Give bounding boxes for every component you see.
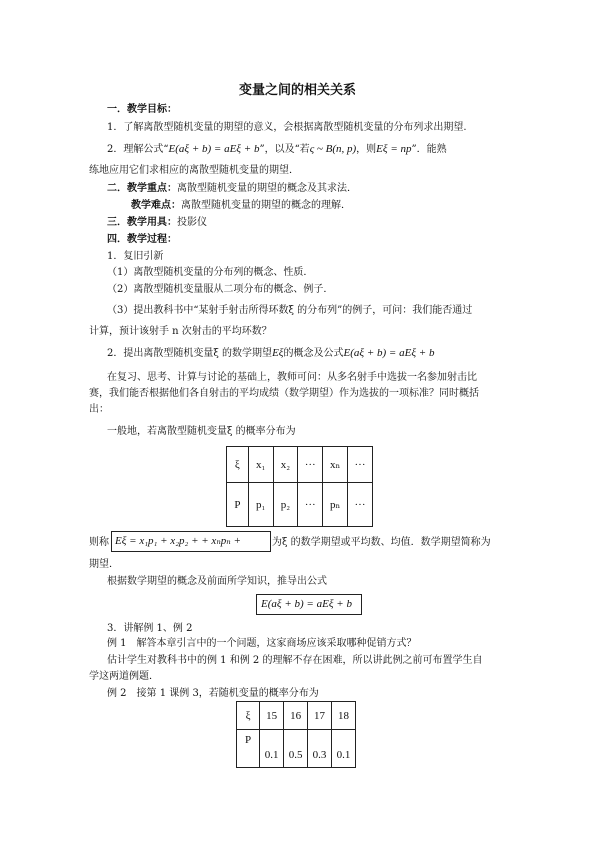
objective-1: 1．了解离散型随机变量的期望的意义，会根据离散型随机变量的分布列求出期望. [107, 122, 467, 133]
section-1-heading: 一．教学目标： [107, 104, 177, 115]
objective-2 [107, 143, 447, 156]
table-cell: p₂ [273, 483, 298, 527]
table-cell: 0.1 [332, 730, 356, 768]
key-points [107, 182, 357, 195]
section-2-heading: 二．教学重点： [107, 183, 177, 194]
table-cell: x₂ [273, 447, 298, 483]
table-cell: 18 [332, 702, 356, 730]
table-cell: ··· [298, 447, 323, 483]
section-4-heading: 四．教学过程： [107, 234, 177, 245]
table-cell: pₙ [323, 483, 348, 527]
table-cell: 16 [284, 702, 308, 730]
objective-2-text-c: ，则 [356, 144, 377, 155]
teaching-tools-text: 投影仪 [177, 217, 207, 228]
paragraph-1-line-1: 在复习、思考、计算与讨论的基础上，教师可问：从多名射手中选拔一名参加射击比 [107, 372, 477, 383]
table-cell: 15 [260, 702, 284, 730]
formula-expectation-symbol: Eξ [272, 347, 284, 359]
teaching-tools [107, 216, 207, 229]
formula-binomial-expectation: Eξ = np [376, 143, 412, 155]
table-cell: ··· [348, 483, 373, 527]
table-cell: 0.5 [284, 730, 308, 768]
definition-suffix: 为ξ 的数学期望或平均数、均值．数学期望简称为 [272, 537, 491, 548]
formula-binomial: ς ~ B(n, p) [309, 143, 357, 155]
table-row [237, 702, 356, 730]
table-cell: P [237, 730, 260, 768]
table-cell: ··· [348, 447, 373, 483]
table-cell: P [227, 483, 249, 527]
paragraph-3: 根据数学期望的概念及前面所学知识，推导出公式 [107, 576, 327, 587]
definition-formula: Eξ = x₁p₁ + x₂p₂ + + xₙpₙ + [115, 535, 241, 547]
difficulty-heading: 教学难点： [131, 200, 181, 211]
table-cell: ξ [227, 447, 249, 483]
review-item-2: （2）离散型随机变量服从二项分布的概念、例子． [107, 284, 334, 295]
example-2-table [236, 701, 356, 768]
objective-2-text-d: ”．能熟 [411, 144, 447, 155]
table-cell: x₁ [248, 447, 273, 483]
table-cell: ··· [298, 483, 323, 527]
formula-linearity: E(aξ + b) = aEξ + b [168, 143, 260, 155]
table-cell: 0.1 [260, 730, 284, 768]
review-heading: 1．复旧引新 [107, 251, 164, 262]
definition-line-2: 期望． [89, 559, 119, 570]
table-cell: xₙ [323, 447, 348, 483]
expectation-intro-text-a: 2．提出离散型随机变量ξ 的数学期望 [107, 348, 273, 359]
difficult-points-text: 离散型随机变量的期望的概念的理解． [181, 200, 351, 211]
table-cell: ξ [237, 702, 260, 730]
objective-2-text-a: 2．理解公式“ [107, 144, 169, 155]
definition-prefix: 则称 [89, 537, 109, 548]
table-row [237, 730, 356, 768]
table-row [227, 483, 373, 527]
objective-2-continued: 练地应用它们求相应的离散型随机变量的期望． [89, 165, 299, 176]
page-title: 变量之间的相关关系 [238, 83, 356, 98]
example-1: 例 1 解答本章引言中的一个问题，这家商场应该采取哪种促销方式？ [107, 638, 417, 649]
table-row [227, 447, 373, 483]
table-cell: 17 [308, 702, 332, 730]
formula-linearity-2: E(aξ + b) = aEξ + b [343, 347, 435, 359]
section-3-heading: 三．教学用具： [107, 217, 177, 228]
paragraph-1-line-3: 出： [89, 404, 109, 415]
review-item-1: （1）离散型随机变量的分布列的概念、性质． [107, 267, 314, 278]
example-2: 例 2 接第 1 课例 3，若随机变量的概率分布为 [107, 688, 319, 699]
paragraph-2: 一般地，若离散型随机变量ξ 的概率分布为 [107, 426, 296, 437]
paragraph-1-line-2: 赛，我们能否根据他们各自射击的平均成绩（数学期望）作为选拔的一项标准？同时概括 [89, 388, 479, 399]
examples-heading: 3．讲解例 1、例 2 [107, 623, 193, 634]
paragraph-4-line-2: 学这两道例题． [89, 671, 159, 682]
review-item-3-continued: 计算，预计该射手 n 次射击的平均环数？ [89, 326, 272, 337]
objective-2-text-b: ”，以及“若 [259, 144, 310, 155]
table-cell: p₁ [248, 483, 273, 527]
difficult-points [131, 199, 351, 212]
distribution-table [226, 446, 373, 527]
expectation-intro-text-b: 的概念及公式 [283, 348, 344, 359]
table-cell: 0.3 [308, 730, 332, 768]
expectation-intro [107, 347, 434, 360]
paragraph-4-line-1: 估计学生对教科书中的例 1 和例 2 的理解不存在困难，所以讲此例之前可布置学生自 [107, 655, 483, 666]
derived-formula: E(aξ + b) = aEξ + b [261, 598, 352, 610]
key-points-text: 离散型随机变量的期望的概念及其求法． [177, 183, 357, 194]
review-item-3: （3）提出教科书中“某射手射击所得环数ξ 的分布列”的例子，可问：我们能否通过 [107, 305, 473, 316]
